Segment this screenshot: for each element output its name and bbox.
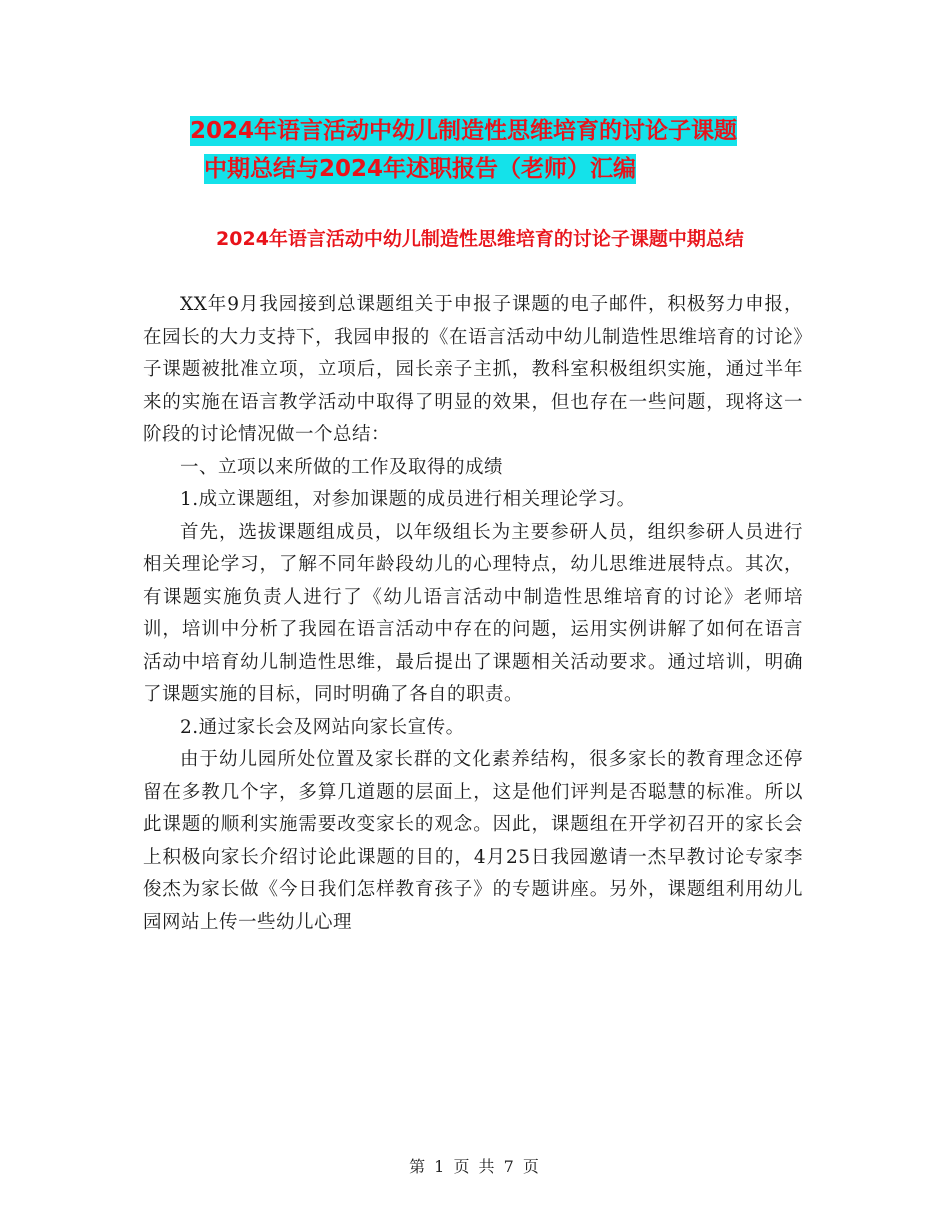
document-title: [140, 112, 820, 188]
paragraph: 首先，选拔课题组成员，以年级组长为主要参研人员，组织参研人员进行相关理论学习，了解不同年龄段幼儿的心理特点，幼儿思维进展特点。其次，有课题实施负责人进行了《幼儿语言活动中制造性思维培育的讨论》老师培训，培训中分析了我园在语言活动中存在的问题，运用实例讲解了如何在语言活动中培育幼儿制造性思维，最后提出了课题相关活动要求。通过培训，明确了课题实施的目标，同时明确了各自的职责。: [143, 521, 803, 705]
paragraph: 由于幼儿园所处位置及家长群的文化素养结构，很多家长的教育理念还停留在多教几个字，多算几道题的层面上，这是他们评判是否聪慧的标准。所以此课题的顺利实施需要改变家长的观念。因此，课题组在开学初召开的家长会上积极向家长介绍讨论此课题的目的，4月25日我园邀请一杰早教讨论专家李俊杰为家长做《今日我们怎样教育孩子》的专题讲座。另外，课题组利用幼儿园网站上传一些幼儿心理: [143, 749, 803, 933]
page-number-footer: 第 1 页 共 7 页: [409, 1157, 541, 1176]
paragraph: 一、立项以来所做的工作及取得的成绩: [180, 456, 504, 478]
paragraph: XX年9月我园接到总课题组关于申报子课题的电子邮件，积极努力申报，在园长的大力支持下，我园申报的《在语言活动中幼儿制造性思维培育的讨论》子课题被批准立项，立项后，园长亲子主抓，教科室积极组织实施，通过半年来的实施在语言教学活动中取得了明显的效果，但也存在一些问题，现将这一阶段的讨论情况做一个总结：: [143, 294, 803, 445]
section-title: 2024年语言活动中幼儿制造性思维培育的讨论子课题中期总结: [216, 228, 744, 250]
document-body: [143, 289, 803, 939]
paragraph: 2.通过家长会及网站向家长宣传。: [180, 716, 465, 738]
title-line-2: 中期总结与2024年述职报告（老师）汇编: [204, 156, 637, 182]
title-line-1: 2024年语言活动中幼儿制造性思维培育的讨论子课题: [190, 118, 738, 144]
paragraph: 1.成立课题组，对参加课题的成员进行相关理论学习。: [180, 489, 636, 510]
